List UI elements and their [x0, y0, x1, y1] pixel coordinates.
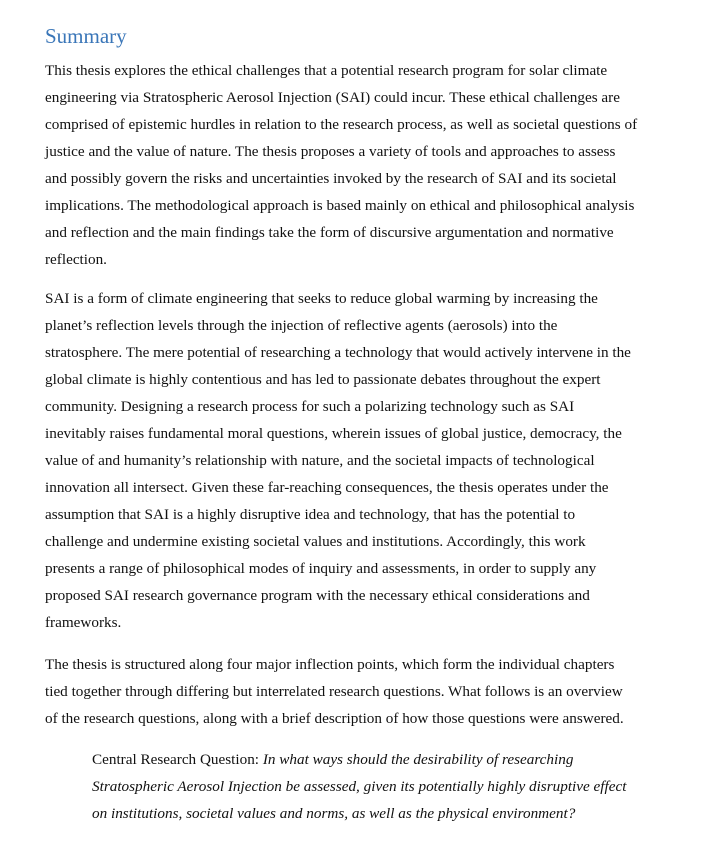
paragraph-2 — [45, 285, 631, 636]
text-line: challenge and undermine existing societal values and institutions. Accordingly, this work — [45, 533, 586, 550]
text-line: global climate is highly contentious and has led to passionate debates throughout the expert — [45, 371, 601, 388]
text-line — [92, 746, 626, 773]
text-line: implications. The methodological approach is based mainly on ethical and philosophical analysis — [45, 197, 635, 214]
text-line: innovation all intersect. Given these far-reaching consequences, the thesis operates under the — [45, 479, 609, 496]
text-line: value of and humanity’s relationship with nature, and the societal impacts of technological — [45, 452, 595, 469]
text-line: justice and the value of nature. The thesis proposes a variety of tools and approaches to assess — [45, 143, 616, 160]
paragraph-3 — [45, 651, 624, 732]
text-line: tied together through differing but interrelated research questions. What follows is an overview — [45, 683, 623, 700]
question-label: Central Research Question: — [92, 751, 263, 768]
text-line: presents a range of philosophical modes of inquiry and assessments, in order to supply any — [45, 560, 597, 577]
text-line: engineering via Stratospheric Aerosol Injection (SAI) could incur. These ethical challenges are — [45, 89, 620, 106]
text-line: of the research questions, along with a brief description of how those questions were answered. — [45, 710, 624, 727]
text-line: and possibly govern the risks and uncertainties invoked by the research of SAI and its societal — [45, 170, 617, 187]
text-line: The thesis is structured along four major inflection points, which form the individual chapters — [45, 656, 615, 673]
text-line: planet’s reflection levels through the injection of reflective agents (aerosols) into the — [45, 317, 558, 334]
text-line: frameworks. — [45, 614, 122, 631]
text-line: community. Designing a research process for such a polarizing technology such as SAI — [45, 398, 575, 415]
question-text: In what ways should the desirability of researching — [262, 751, 574, 768]
text-line: comprised of epistemic hurdles in relation to the research process, as well as societal questions of — [45, 116, 638, 133]
paragraph-1 — [45, 57, 637, 273]
section-heading: Summary — [45, 24, 127, 48]
text-line: SAI is a form of climate engineering that seeks to reduce global warming by increasing the — [45, 290, 598, 307]
text-line: This thesis explores the ethical challenges that a potential research program for solar climate — [45, 62, 608, 79]
text-line: stratosphere. The mere potential of researching a technology that would actively intervene in the — [45, 344, 631, 361]
text-line: inevitably raises fundamental moral questions, wherein issues of global justice, democracy, the — [45, 425, 622, 442]
research-question-block — [92, 746, 626, 827]
text-line: and reflection and the main findings take the form of discursive argumentation and normative — [45, 224, 614, 241]
question-text: on institutions, societal values and norms, as well as the physical environment? — [92, 805, 576, 822]
question-text: Stratospheric Aerosol Injection be assessed, given its potentially highly disruptive effect — [92, 778, 627, 795]
text-line: proposed SAI research governance program with the necessary ethical considerations and — [45, 587, 590, 604]
text-line: assumption that SAI is a highly disruptive idea and technology, that has the potential to — [45, 506, 576, 523]
text-line: reflection. — [45, 251, 107, 268]
